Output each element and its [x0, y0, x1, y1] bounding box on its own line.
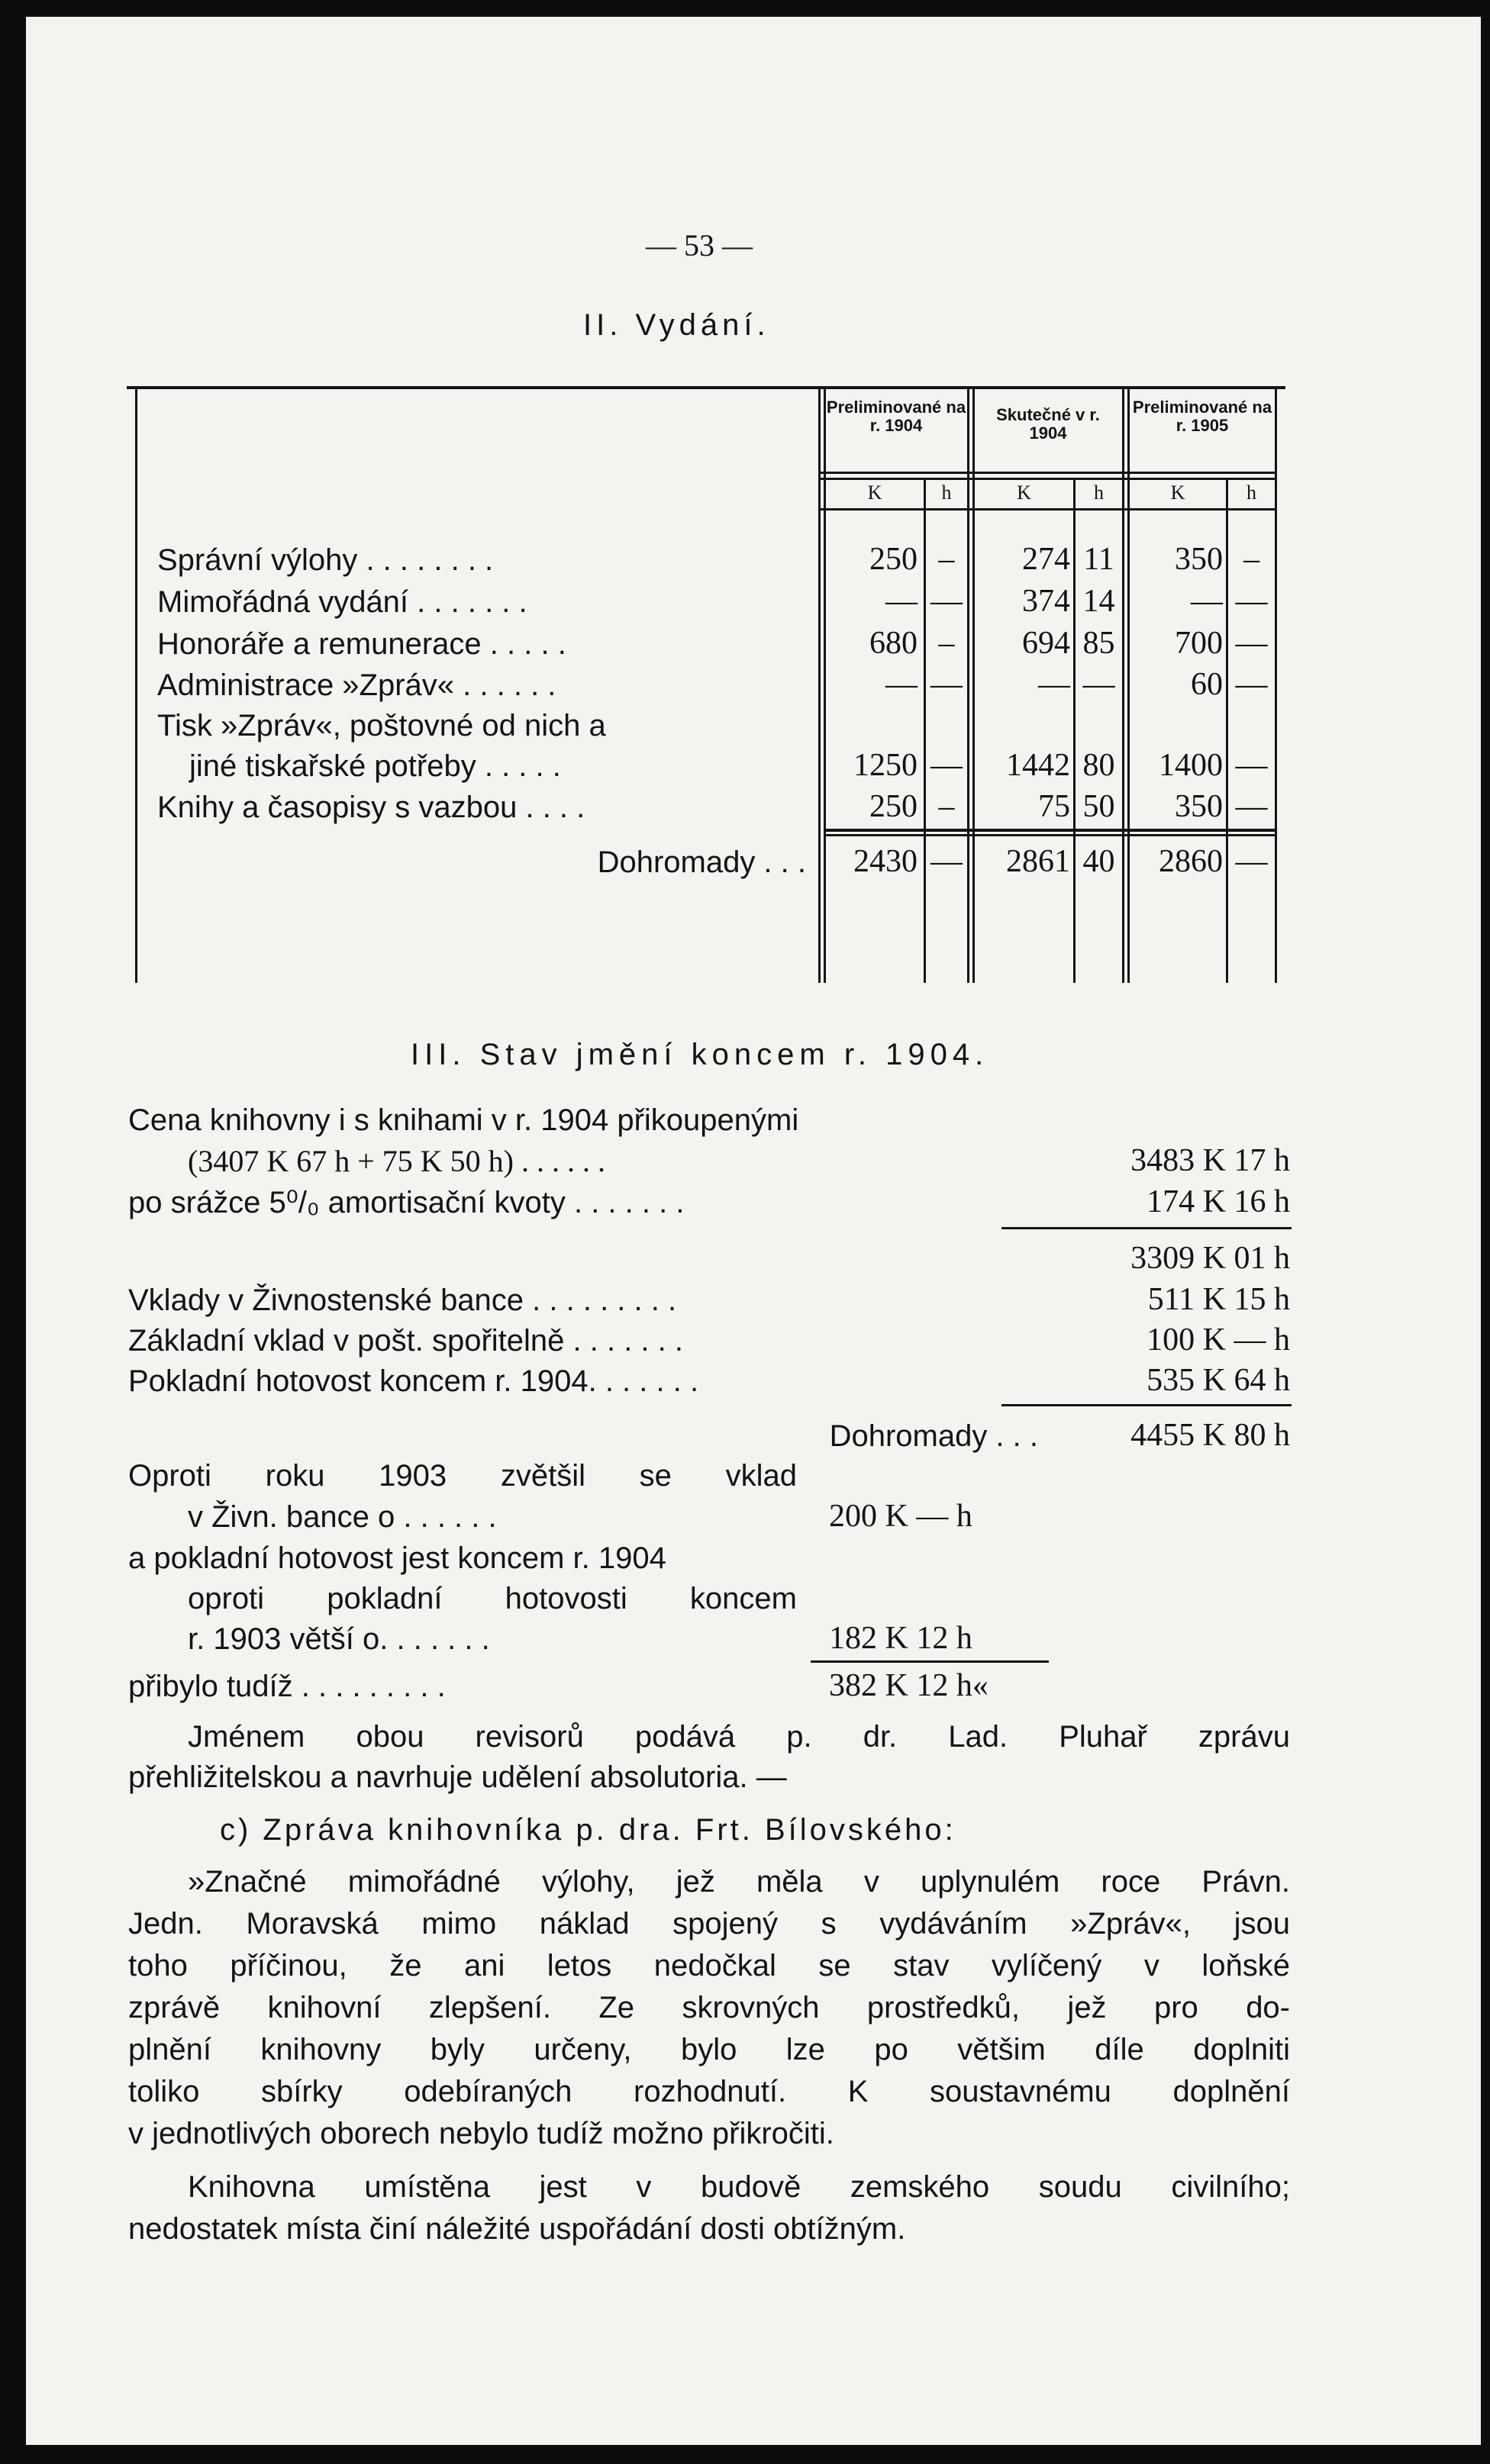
cell: 11: [1083, 542, 1114, 577]
cell: 694: [1022, 626, 1070, 661]
total-cell: 40: [1082, 844, 1115, 879]
section-title-assets: III. Stav jmění koncem r. 1904.: [411, 1038, 989, 1071]
total-cell: 2430: [853, 844, 918, 879]
unit-h: h: [1094, 482, 1104, 504]
sum-rule: [826, 829, 1275, 832]
cell: 85: [1082, 626, 1115, 661]
page-number: — 53 —: [646, 228, 753, 263]
asset-total-label: Dohromady . . .: [829, 1419, 1038, 1453]
cell: —: [1235, 748, 1268, 783]
table-top-rule: [127, 386, 1285, 389]
unit-h: h: [941, 482, 952, 504]
table-right-rule: [1275, 388, 1277, 983]
cell: —: [1235, 789, 1268, 824]
cell: 250: [869, 542, 918, 577]
cell: —: [885, 667, 918, 702]
cell: —: [1235, 667, 1268, 702]
asset-value: 535 K 64 h: [1147, 1363, 1290, 1398]
col3-left-rule: [1122, 388, 1124, 983]
report-line: Jedn. Moravská mimo náklad spojený s vydáváním »Zpráv«, jsou: [128, 1907, 1290, 1941]
header-divider: [818, 472, 1277, 474]
cell: 250: [869, 789, 918, 824]
increase-line: a pokladní hotovost jest koncem r. 1904: [128, 1541, 666, 1575]
expense-row-label: Honoráře a remunerace . . . . .: [157, 627, 566, 661]
asset-value: 174 K 16 h: [1147, 1184, 1290, 1219]
report-line: »Značné mimořádné výlohy, jež měla v uplynulém roce Právn.: [188, 1865, 1290, 1899]
report-line: plnění knihovny byly určeny, bylo lze po většim díle doplniti: [128, 2033, 1290, 2066]
asset-line-label: Cena knihovny i s knihami v r. 1904 přikoupenými: [128, 1103, 799, 1137]
revisors-line: přehližitelskou a navrhuje udělení absolutoria. —: [128, 1760, 787, 1794]
cell: —: [1235, 584, 1268, 619]
cell: —: [1038, 667, 1070, 702]
report-line: toliko sbírky odebíraných rozhodnutí. K soustavnému doplnění: [128, 2075, 1290, 2108]
expense-row-label: jiné tiskařské potřeby . . . . .: [189, 749, 561, 783]
cell: —: [930, 667, 963, 702]
cell: 350: [1175, 542, 1223, 577]
increase-line: přibylo tudíž . . . . . . . . .: [128, 1670, 446, 1703]
unit-k: K: [867, 482, 882, 504]
asset-value: 3483 K 17 h: [1130, 1143, 1290, 1178]
col1-left-rule: [818, 388, 821, 983]
asset-line-label: Pokladní hotovost koncem r. 1904. . . . . . .: [128, 1364, 699, 1398]
col-header-prelim-1905: Preliminované na r. 1905: [1132, 398, 1272, 435]
cell: –: [938, 542, 955, 577]
cell: —: [1191, 584, 1223, 619]
cell: 1442: [1006, 748, 1070, 783]
asset-value: 511 K 15 h: [1147, 1282, 1290, 1317]
cell: –: [1243, 542, 1259, 577]
increase-line: Oproti roku 1903 zvětšil se vklad: [128, 1459, 797, 1493]
increase-line: oproti pokladní hotovosti koncem: [188, 1582, 797, 1615]
col2-left-rule: [967, 388, 969, 983]
cell: 680: [869, 626, 918, 661]
increase-line: v Živn. bance o . . . . . .: [188, 1500, 497, 1534]
report-line: v jednotlivých oborech nebylo tudíž možno přikročiti.: [128, 2117, 834, 2150]
asset-value: 100 K — h: [1147, 1322, 1290, 1358]
asset-line-label: po srážce 5⁰/₀ amortisační kvoty . . . . . . .: [128, 1186, 685, 1219]
table-total-label: Dohromady . . .: [597, 845, 806, 879]
revisors-line: Jménem obou revisorů podává p. dr. Lad. Pluhař zprávu: [188, 1720, 1290, 1754]
cell: –: [938, 789, 955, 824]
increase-total-value: 382 K 12 h«: [829, 1668, 988, 1703]
unit-h: h: [1247, 482, 1256, 504]
total-cell: —: [1235, 844, 1268, 879]
expense-row-label: Tisk »Zpráv«, poštovné od nich a: [157, 709, 606, 742]
report-line: zprávě knihovní zlepšení. Ze skrovných prostředků, jež pro do-: [128, 1991, 1290, 2024]
unit-k: K: [1170, 482, 1185, 504]
total-cell: 2860: [1159, 844, 1223, 879]
units-divider: [818, 508, 1277, 511]
total-rule: [1001, 1404, 1292, 1406]
report-line: Knihovna umístěna jest v budově zemského soudu civilního;: [188, 2170, 1290, 2204]
section-title-expenses: II. Vydání.: [583, 308, 770, 342]
increase-line: r. 1903 větší o. . . . . . .: [188, 1622, 490, 1656]
increase-value: 182 K 12 h: [829, 1621, 972, 1656]
total-cell: 2861: [1006, 844, 1070, 879]
cell: —: [885, 584, 918, 619]
asset-line-label: Základní vklad v pošt. spořitelně . . . . . . .: [128, 1324, 683, 1358]
librarian-report-heading: c) Zpráva knihovníka p. dra. Frt. Bílovského:: [220, 1813, 956, 1847]
cell: —: [1235, 626, 1268, 661]
asset-total-value: 4455 K 80 h: [1130, 1418, 1290, 1453]
col-header-actual-1904: Skutečné v r. 1904: [996, 405, 1100, 443]
col-header-prelim-1904: Preliminované na r. 1904: [826, 398, 966, 435]
sum-rule-2: [826, 834, 1275, 836]
increase-rule: [811, 1660, 1049, 1663]
increase-value: 200 K — h: [829, 1499, 972, 1534]
subtotal-rule: [1001, 1227, 1292, 1229]
report-line: nedostatek místa činí náležité uspořádání dosti obtížným.: [128, 2212, 906, 2246]
expense-row-label: Mimořádná vydání . . . . . . .: [157, 585, 527, 619]
report-line: toho příčinou, že ani letos nedočkal se stav vylíčený v loňské: [128, 1949, 1290, 1982]
asset-subtotal: 3309 K 01 h: [1130, 1241, 1290, 1276]
cell: 60: [1191, 667, 1223, 702]
cell: –: [938, 626, 955, 661]
cell: 50: [1082, 789, 1115, 824]
expense-row-label: Administrace »Zpráv« . . . . . .: [157, 668, 556, 702]
cell: 80: [1082, 748, 1115, 783]
expense-row-label: Správní výlohy . . . . . . . .: [157, 543, 494, 577]
cell: —: [930, 584, 963, 619]
total-cell: —: [930, 844, 963, 879]
cell: 14: [1082, 584, 1115, 619]
asset-line-label: Vklady v Živnostenské bance . . . . . . . . .: [128, 1284, 677, 1317]
cell: 274: [1022, 542, 1070, 577]
unit-k: K: [1017, 482, 1031, 504]
cell: 75: [1038, 789, 1070, 824]
cell: 1400: [1159, 748, 1223, 783]
table-left-rule: [135, 388, 137, 983]
asset-line-label: (3407 K 67 h + 75 K 50 h) . . . . . .: [188, 1144, 605, 1178]
cell: —: [930, 748, 963, 783]
cell: 350: [1175, 789, 1223, 824]
cell: 374: [1022, 584, 1070, 619]
cell: —: [1082, 667, 1115, 702]
cell: 1250: [853, 748, 918, 783]
expense-row-label: Knihy a časopisy s vazbou . . . .: [157, 791, 585, 824]
cell: 700: [1175, 626, 1223, 661]
